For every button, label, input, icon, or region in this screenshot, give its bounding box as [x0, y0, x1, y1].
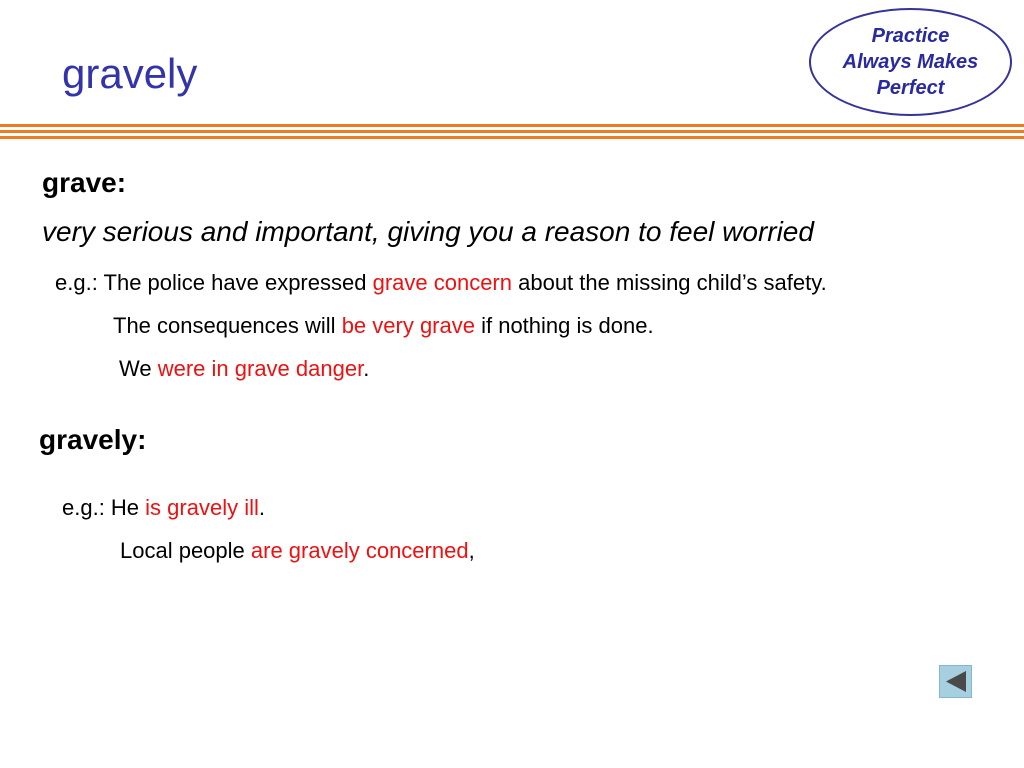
motto-line-1: Practice	[871, 25, 950, 47]
example-text: We	[119, 356, 158, 381]
term-gravely: gravely:	[39, 424, 147, 455]
triangle-left-icon	[940, 666, 971, 697]
example-text: e.g.: The police have expressed	[55, 270, 373, 295]
back-button[interactable]	[939, 665, 972, 698]
example-line	[55, 270, 827, 296]
example-text: e.g.: He	[62, 495, 146, 520]
example-line	[62, 495, 265, 521]
example-line	[120, 538, 475, 564]
definition-grave: very serious and important, giving you a reason to feel worried	[42, 216, 814, 247]
example-highlight: grave concern	[372, 270, 512, 295]
example-text: .	[258, 495, 265, 520]
example-line	[113, 313, 654, 339]
example-line	[119, 356, 369, 382]
motto-badge	[809, 8, 1012, 116]
divider-rule	[0, 130, 1024, 133]
motto-line-2: Always Makes	[842, 51, 979, 73]
term-grave: grave:	[42, 167, 127, 198]
example-text: The consequences will	[113, 313, 342, 338]
example-highlight: were in grave danger	[157, 356, 364, 381]
example-highlight: is gravely ill	[145, 495, 259, 520]
example-text: Local people	[120, 538, 251, 563]
divider-rule	[0, 136, 1024, 139]
slide-title: gravely	[62, 50, 198, 97]
example-text: .	[363, 356, 370, 381]
example-text: if nothing is done.	[474, 313, 654, 338]
motto-line-3: Perfect	[876, 77, 945, 99]
example-highlight: are gravely concerned	[250, 538, 469, 563]
divider-rule	[0, 124, 1024, 127]
example-highlight: be very grave	[341, 313, 475, 338]
example-text: about the missing child’s safety.	[512, 270, 827, 295]
example-text: ,	[468, 538, 475, 563]
